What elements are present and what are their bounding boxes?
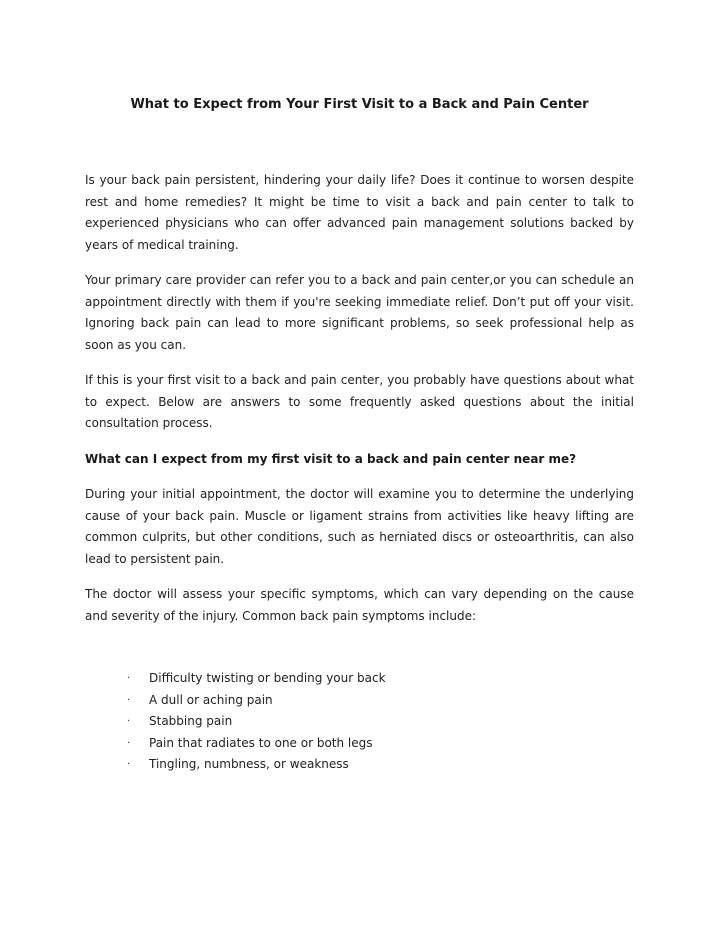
list-item [125, 690, 625, 712]
list-item [125, 711, 625, 733]
bullet-icon: · [127, 694, 131, 706]
list-item [125, 733, 625, 755]
first-visit-paragraph: If this is your first visit to a back and pain center, you probably have questions about what to expect. Below are answers to some frequently asked questions about the initial consultation process. [85, 373, 634, 430]
symptom-text: A dull or aching pain [149, 692, 273, 707]
bullet-icon: · [127, 737, 131, 749]
intro-paragraph: Is your back pain persistent, hindering your daily life? Does it continue to worsen despite rest and home remedies? It might be time to visit a back and pain center to talk to experienced physicians who can offer advanced pain management solutions backed by years of medical training. [85, 173, 634, 252]
symptom-text: Difficulty twisting or bending your back [149, 671, 386, 685]
list-item [125, 754, 625, 776]
symptom-text: Pain that radiates to one or both legs [149, 735, 373, 750]
bullet-icon: · [127, 759, 131, 770]
question-heading: What can I expect from my first visit to a back and pain center near me? [85, 451, 577, 466]
list-item [125, 668, 625, 690]
symptom-text: Stabbing pain [149, 714, 233, 728]
document-title: What to Expect from Your First Visit to a Back and Pain Center [130, 97, 589, 112]
examination-paragraph: During your initial appointment, the doctor will examine you to determine the underlying cause of your back pain. Muscle or ligament strains from activities like heavy lifting are common culprits, but other conditions, such as herniated discs or osteoarthritis, can also lead to persistent pain. [85, 487, 634, 566]
bullet-icon: · [127, 716, 131, 727]
referral-paragraph: Your primary care provider can refer you to a back and pain center,or you can schedule an appointment directly with them if you're seeking immediate relief. Don’t put off your visit. Ignoring back pain can lead to more significant problems, so seek professional help as soon as you can. [85, 273, 634, 352]
symptoms-intro-paragraph: The doctor will assess your specific symptoms, which can vary depending on the cause and severity of the injury. Common back pain symptoms include: [85, 587, 634, 623]
symptom-list [125, 668, 625, 776]
document-body [85, 170, 634, 641]
symptom-text: Tingling, numbness, or weakness [149, 757, 349, 771]
bullet-icon: · [127, 673, 131, 684]
